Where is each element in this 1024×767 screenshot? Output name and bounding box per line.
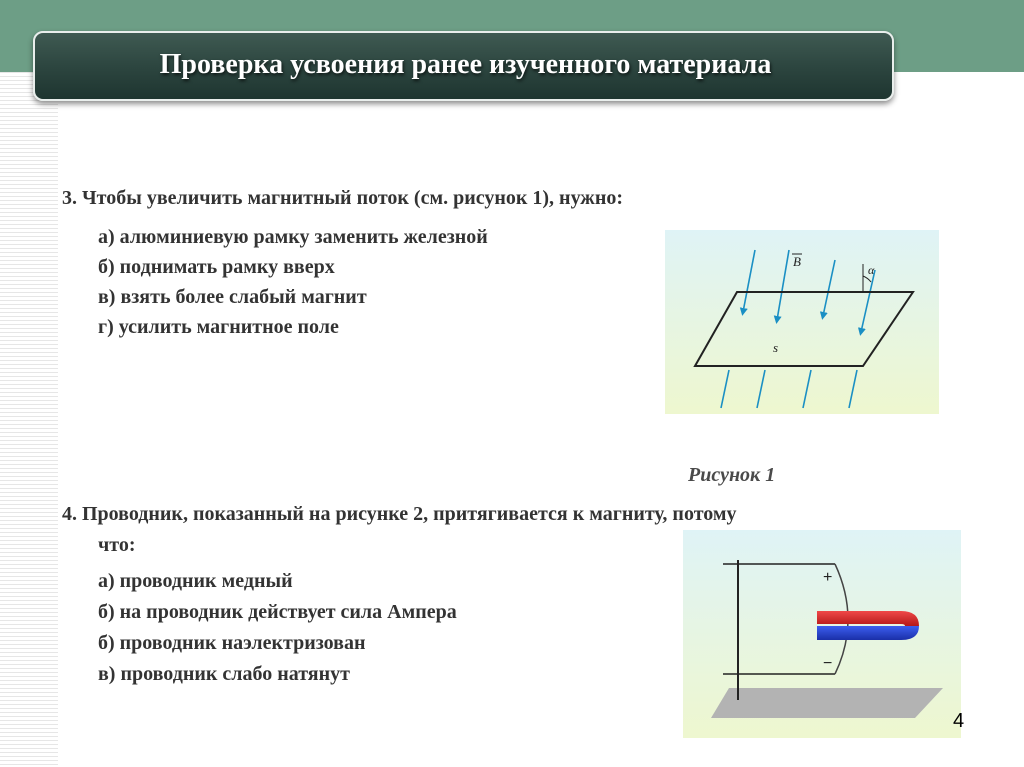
figure-1-caption: Рисунок 1 bbox=[688, 464, 776, 486]
label-alpha: α bbox=[868, 263, 875, 277]
question-3-text: 3. Чтобы увеличить магнитный поток (см. рисунок 1), нужно: bbox=[62, 187, 623, 209]
question-3-option-a: а) алюминиевую рамку заменить железной bbox=[98, 226, 488, 248]
question-3-option-d: г) усилить магнитное поле bbox=[98, 316, 339, 338]
figure-2-conductor-magnet bbox=[683, 530, 961, 738]
question-3-option-c: в) взять более слабый магнит bbox=[98, 286, 367, 308]
label-b: B bbox=[793, 254, 801, 269]
slide-title: Проверка усвоения ранее изученного материала bbox=[159, 49, 772, 80]
label-s: s bbox=[773, 340, 779, 355]
question-4-option-d: в) проводник слабо натянут bbox=[98, 663, 350, 685]
question-4-option-c: б) проводник наэлектризован bbox=[98, 632, 366, 654]
label-minus: − bbox=[823, 655, 833, 672]
magnet-south-arm bbox=[817, 626, 919, 640]
question-4-option-a: а) проводник медный bbox=[98, 570, 293, 592]
figure-1-magnetic-flux bbox=[665, 230, 939, 414]
title-bar bbox=[33, 31, 894, 101]
base-platform bbox=[711, 688, 943, 718]
question-4-option-b: б) на проводник действует сила Ампера bbox=[98, 601, 457, 623]
question-4-text-line-1: 4. Проводник, показанный на рисунке 2, притягивается к магниту, потому bbox=[62, 503, 737, 525]
question-3-option-b: б) поднимать рамку вверх bbox=[98, 256, 335, 278]
magnet-north-arm bbox=[817, 611, 919, 626]
question-4-text-line-2: что: bbox=[98, 534, 136, 556]
page-number: 4 bbox=[953, 710, 965, 732]
label-plus: + bbox=[823, 569, 833, 586]
left-stripes-decoration bbox=[0, 72, 58, 767]
figure-1-background bbox=[665, 230, 939, 414]
